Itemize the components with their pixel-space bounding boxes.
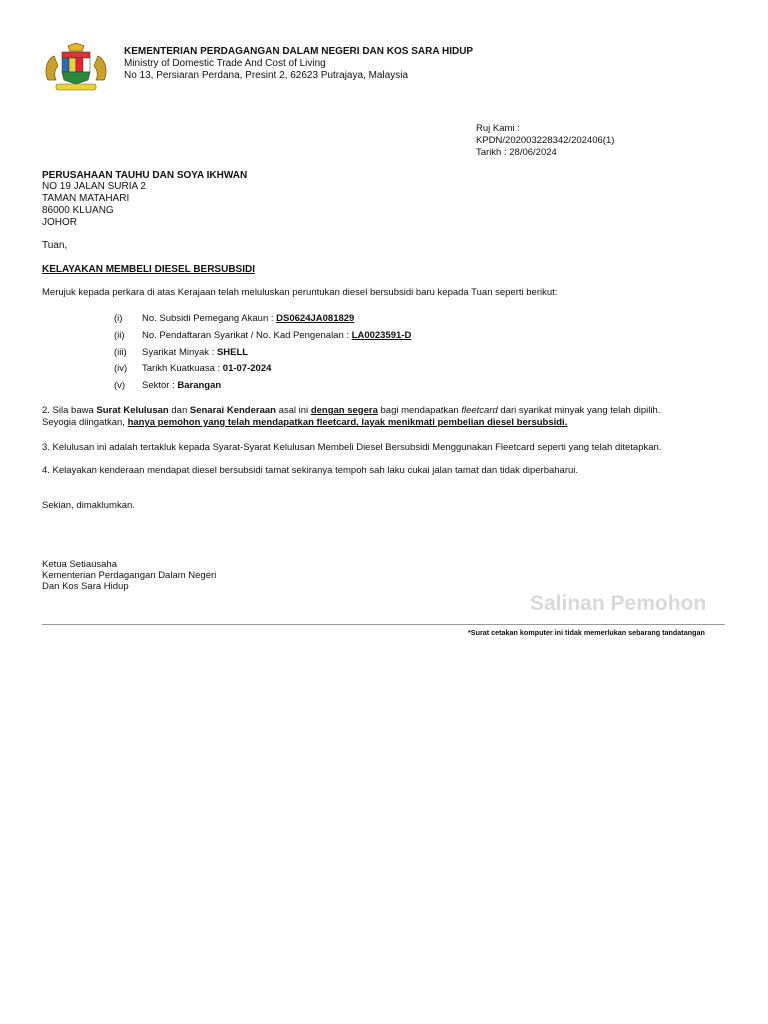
ministry-name-english: Ministry of Domestic Trade And Cost of Living bbox=[124, 58, 326, 69]
watermark: Salinan Pemohon bbox=[530, 592, 707, 615]
para-text: asal ini bbox=[275, 405, 311, 416]
intro-paragraph: Merujuk kepada perkara di atas Kerajaan telah meluluskan peruntukan diesel bersubsidi baru kepada Tuan seperti berikut: bbox=[42, 287, 558, 298]
item-number: (iv) bbox=[114, 363, 128, 374]
item-number: (iii) bbox=[114, 347, 127, 358]
item-value: DS0624JA081829 bbox=[276, 313, 355, 324]
para-bold-underline: dengan segera bbox=[310, 405, 378, 416]
reference-number: KPDN/202003228342/202406(1) bbox=[476, 135, 615, 146]
reference-label: Ruj Kami : bbox=[476, 123, 520, 134]
list-item bbox=[114, 313, 354, 324]
para-bold: Surat Kelulusan bbox=[96, 405, 169, 416]
coat-of-arms-icon bbox=[42, 42, 110, 94]
paragraph-3: 3. Kelulusan ini adalah tertakluk kepada Syarat-Syarat Kelulusan Membeli Diesel Bersubsidi Menggunakan Fleetcard seperti yang telah ditetapkan. bbox=[42, 442, 662, 453]
para-bold: Senarai Kenderaan bbox=[189, 405, 276, 416]
item-label: No. Subsidi Pemegang Akaun : bbox=[142, 313, 277, 324]
list-item bbox=[114, 347, 248, 358]
item-value: Barangan bbox=[177, 380, 222, 391]
footnote: *Surat cetakan komputer ini tidak memerlukan sebarang tandatangan bbox=[468, 628, 705, 637]
item-value: SHELL bbox=[216, 347, 249, 358]
item-number: (i) bbox=[114, 313, 123, 324]
list-item bbox=[114, 380, 221, 391]
recipient-address-line: NO 19 JALAN SURIA 2 bbox=[42, 181, 146, 192]
item-label: Syarikat Minyak : bbox=[142, 347, 217, 358]
paragraph-2 bbox=[42, 405, 732, 429]
item-number: (ii) bbox=[114, 330, 125, 341]
item-label: Tarikh Kuatkuasa : bbox=[142, 363, 223, 374]
para-bold-underline: hanya pemohon yang telah mendapatkan fleetcard, layak menikmati pembelian diesel bersubsidi. bbox=[127, 417, 568, 428]
list-item bbox=[114, 363, 271, 374]
recipient-address-line: 86000 KLUANG bbox=[42, 205, 114, 216]
paragraph-4: 4. Kelayakan kenderaan mendapat diesel bersubsidi tamat sekiranya tempoh sah laku cukai jalan tamat dan tidak diperbaharui. bbox=[42, 465, 579, 476]
item-label: No. Pendaftaran Syarikat / No. Kad Pengenalan : bbox=[142, 330, 352, 341]
recipient-address-line: TAMAN MATAHARI bbox=[42, 193, 130, 204]
ministry-address: No 13, Persiaran Perdana, Presint 2, 62623 Putrajaya, Malaysia bbox=[124, 70, 409, 81]
para-text: 2. Sila bawa bbox=[42, 405, 97, 416]
closing-text: Sekian, dimaklumkan. bbox=[42, 500, 135, 511]
recipient-address-line: JOHOR bbox=[42, 217, 77, 228]
ministry-name-malay: KEMENTERIAN PERDAGANGAN DALAM NEGERI DAN KOS SARA HIDUP bbox=[124, 46, 474, 57]
divider bbox=[42, 624, 725, 625]
signature-org: Kementerian Perdagangan Dalam Negeri bbox=[42, 570, 217, 581]
recipient-company: PERUSAHAAN TAUHU DAN SOYA IKHWAN bbox=[42, 170, 248, 181]
para-italic: fleetcard bbox=[461, 405, 498, 416]
para-text: Seyogia diingatkan, bbox=[42, 417, 128, 428]
list-item bbox=[114, 330, 411, 341]
para-text: bagi mendapatkan bbox=[377, 405, 462, 416]
para-text: dari syarikat minyak yang telah dipilih. bbox=[497, 405, 661, 416]
item-number: (v) bbox=[114, 380, 126, 391]
signature-org: Dan Kos Sara Hidup bbox=[42, 581, 129, 592]
item-value: 01-07-2024 bbox=[222, 363, 272, 374]
item-value: LA0023591-D bbox=[351, 330, 412, 341]
reference-date: Tarikh : 28/06/2024 bbox=[476, 147, 557, 158]
salutation: Tuan, bbox=[42, 240, 68, 251]
para-text: dan bbox=[168, 405, 190, 416]
signature-title: Ketua Setiausaha bbox=[42, 559, 118, 570]
item-label: Sektor : bbox=[142, 380, 178, 391]
letter-subject: KELAYAKAN MEMBELI DIESEL BERSUBSIDI bbox=[42, 264, 255, 275]
